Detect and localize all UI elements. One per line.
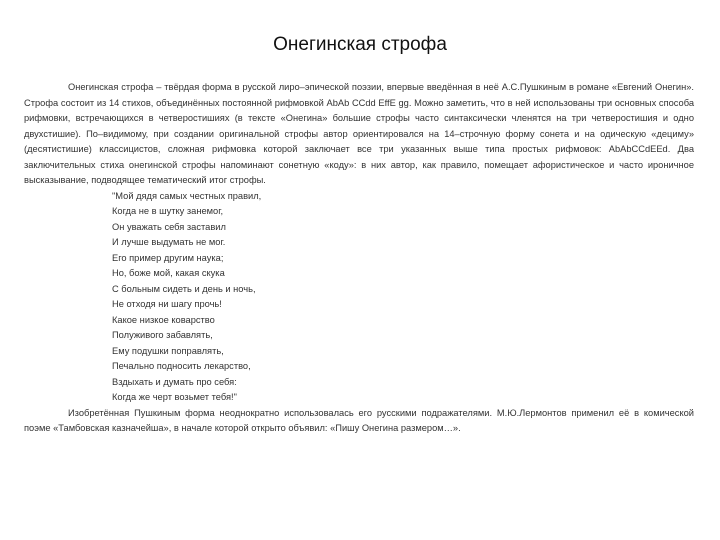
poem-line: Не отходя ни шагу прочь! — [112, 299, 222, 309]
poem-line: Какое низкое коварство — [112, 314, 215, 325]
poem-line: Он уважать себя заставил — [112, 221, 226, 232]
poem-line: Полуживого забавлять, — [112, 330, 213, 340]
poem-stanza — [112, 189, 694, 406]
poem-line: Печально подносить лекарство, — [112, 361, 251, 371]
poem-line: С больным сидеть и день и ночь, — [112, 283, 256, 294]
slide-body — [24, 80, 694, 437]
poem-line: "Мой дядя самых честных правил, — [112, 190, 262, 201]
outro-paragraph: Изобретённая Пушкиным форма неоднократно использовалась его русскими подражателями. М.Ю.Лермонтов применил её в комической поэме «Тамбовская казначейша», в начале которой открыто объявил: «Пишу Онегина размером…». — [24, 407, 694, 433]
poem-line: Ему подушки поправлять, — [112, 345, 224, 356]
poem-line: Когда же черт возьмет тебя!" — [112, 392, 237, 402]
poem-line: И лучше выдумать не мог. — [112, 237, 226, 247]
poem-line: Вздыхать и думать про себя: — [112, 376, 237, 387]
slide-title: Онегинская строфа — [273, 34, 447, 55]
poem-line: Его пример другим наука; — [112, 252, 224, 263]
intro-paragraph: Онегинская строфа – твёрдая форма в русской лиро–эпической поэзии, впервые введённая в неё А.С.Пушкиным в романе «Евгений Онегин». Строфа состоит из 14 стихов, объединённых постоянной рифмовкой AbAb CCdd EffE gg. Можно заметить, что в ней использованы три основных способа рифмовки, встречающихся в четверостишиях (в тексте «Онегина» большие строфы часто синтаксически членятся на три четверостишия и одно двухстишие). По–видимому, при создании оригинальной строфы автор ориентировался на 14–строчную форму сонета и на одическую «дециму» (десятистишие) классицистов, сложная рифмовка которой заключает все три указанных выше типа простых рифмовок: AbAbCCdEEd. Два заключительных стиха онегинской строфы напоминают сонетную «коду»: в них автор, как правило, помещает афористическое и часто ироничное высказывание, подводящее тематический итог строфы. — [24, 82, 694, 185]
poem-line: Но, боже мой, какая скука — [112, 268, 225, 278]
poem-line: Когда не в шутку занемог, — [112, 206, 224, 216]
